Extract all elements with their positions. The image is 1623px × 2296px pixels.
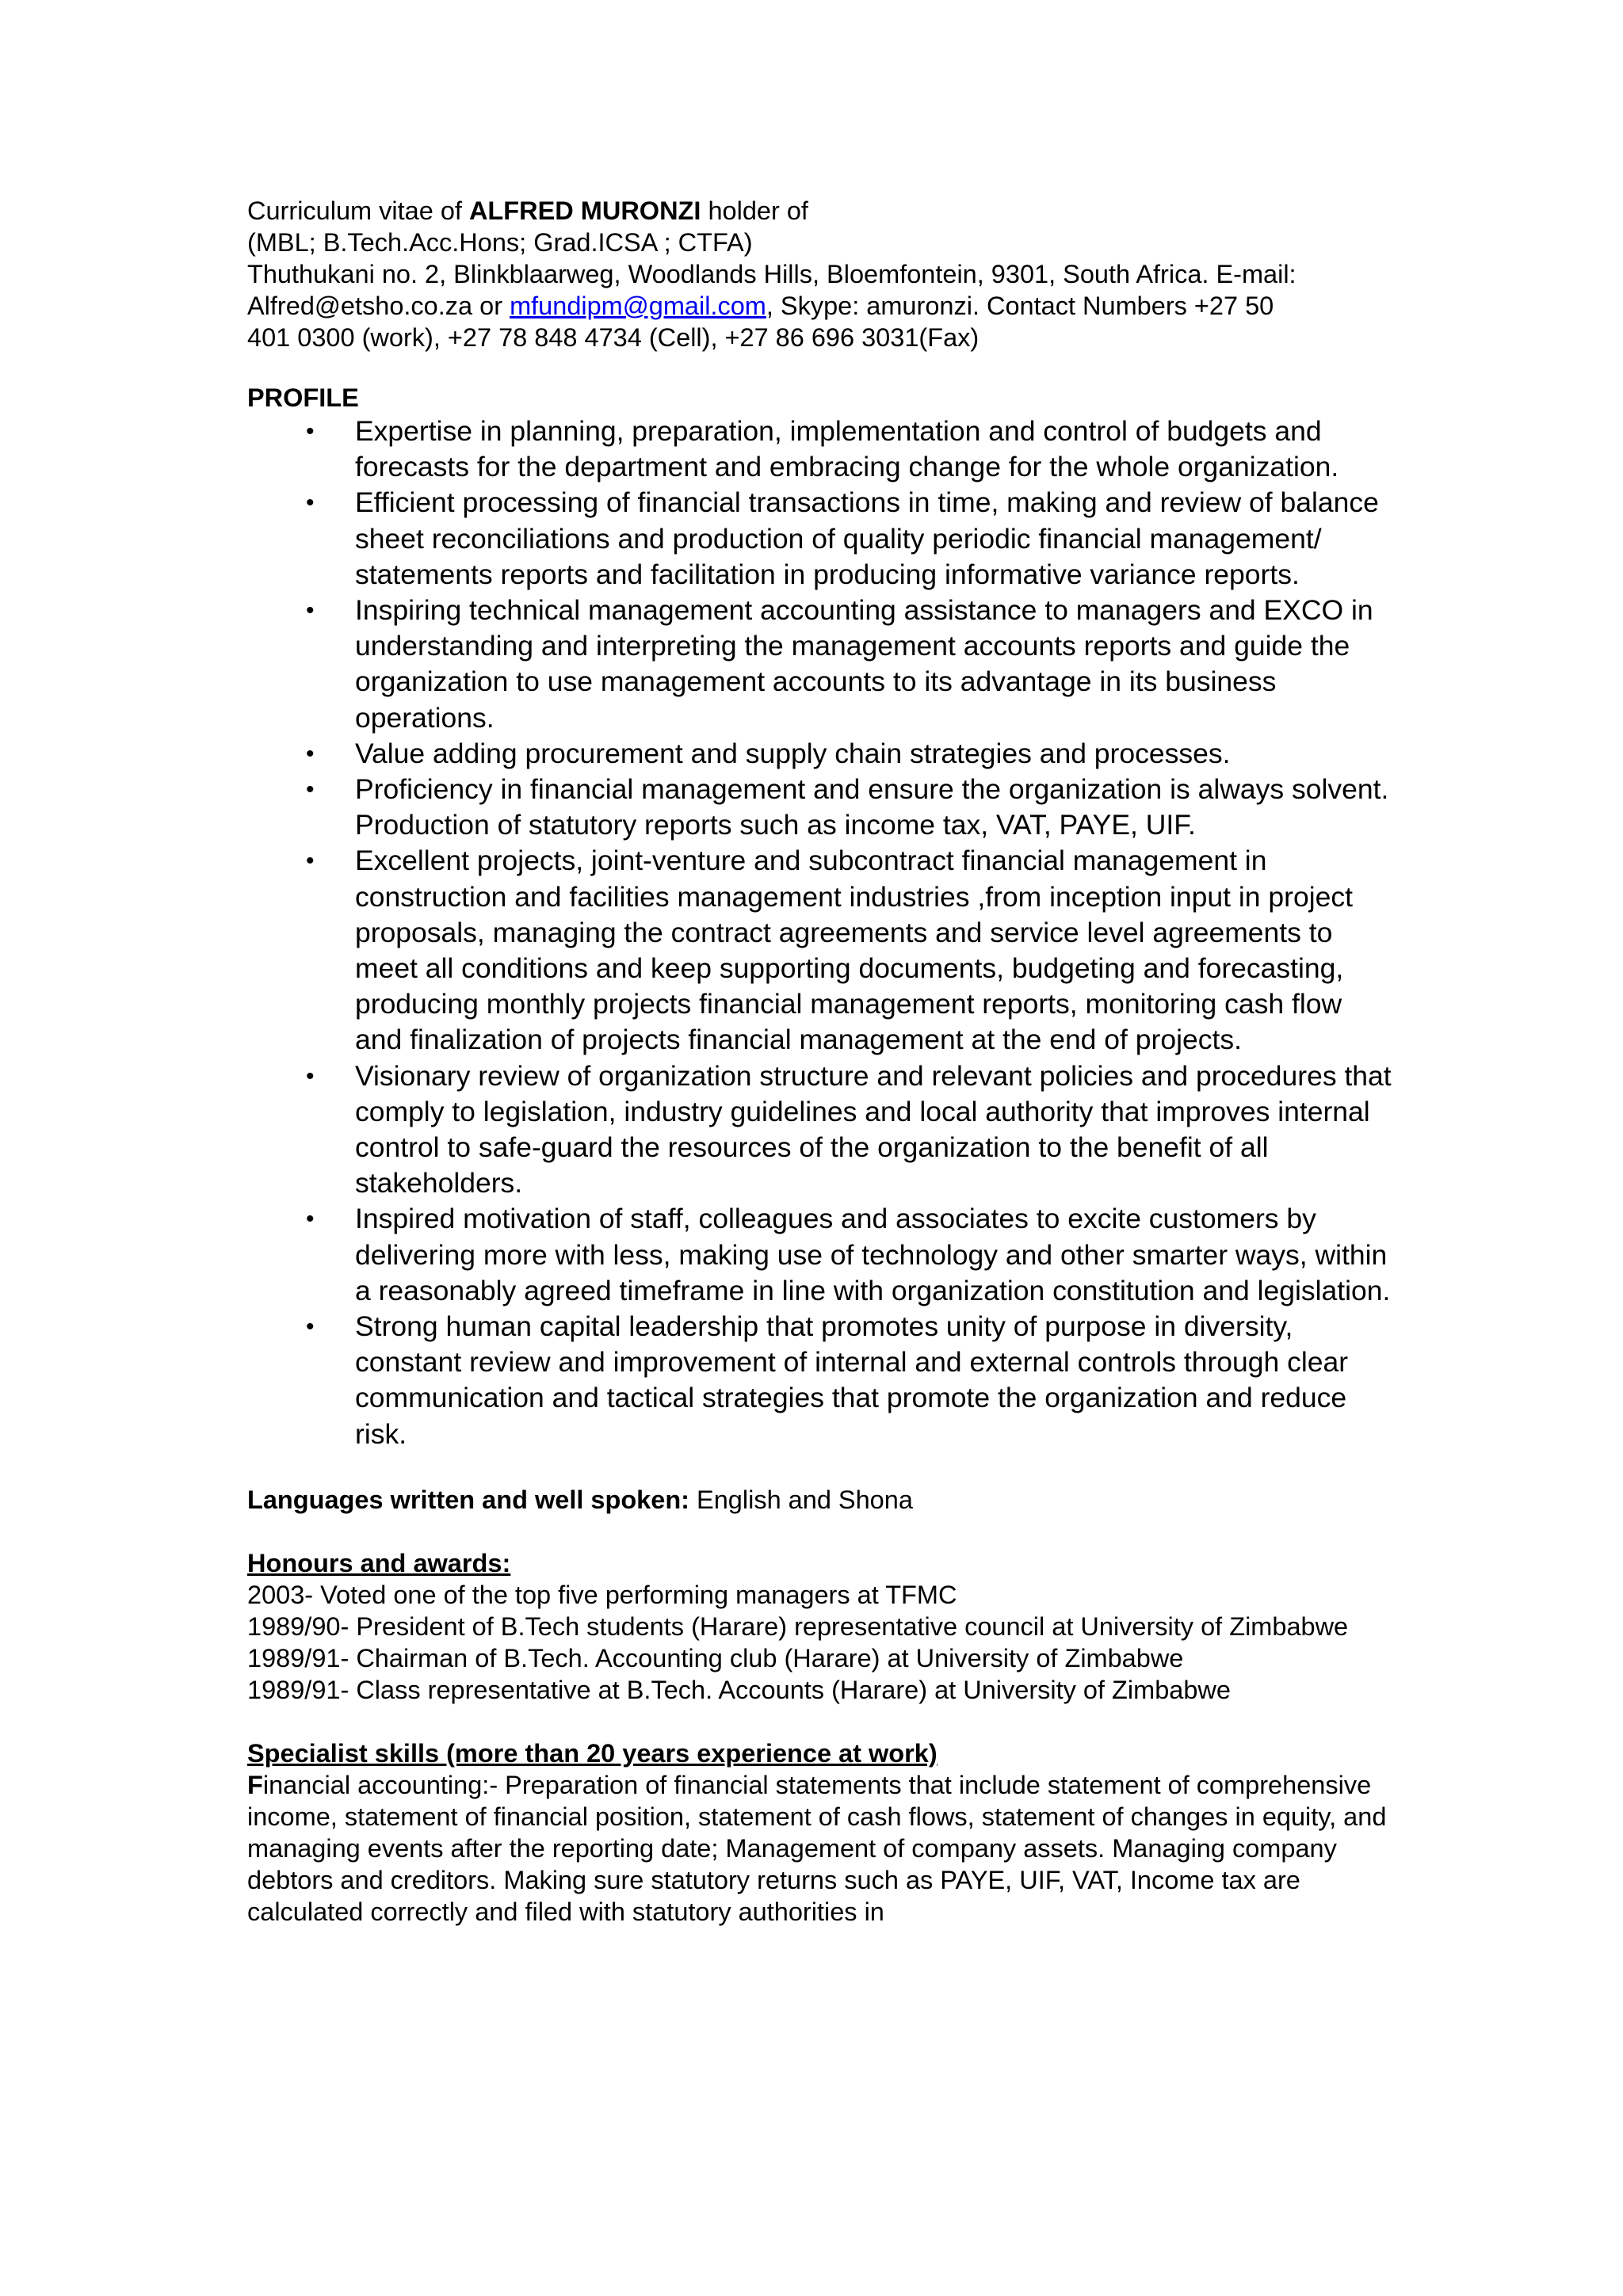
skills-title: Specialist skills (more than 20 years experience at work) <box>247 1738 938 1768</box>
honours-list <box>247 1579 1396 1706</box>
languages <box>247 1484 1396 1516</box>
honours-item: 1989/91- Class representative at B.Tech. Accounts (Harare) at University of Zimbabwe <box>247 1675 1231 1704</box>
cv-header <box>247 195 1396 353</box>
bullet-icon: • <box>306 1206 315 1233</box>
honours-item: 2003- Voted one of the top five performing managers at TFMC <box>247 1580 957 1609</box>
profile-item <box>247 485 1396 593</box>
profile-item-text: Value adding procurement and supply chain strategies and processes. <box>355 737 1231 769</box>
languages-value: English and Shona <box>689 1485 913 1514</box>
cv-page <box>247 195 1396 1928</box>
profile-item-text: Inspired motivation of staff, colleagues and associates to excite customers by delivering more with less, making use of technology and other smarter ways, within a reasonably agreed timeframe in line with organization constitution and legislation. <box>355 1203 1391 1306</box>
honours-section <box>247 1547 1396 1706</box>
phone-numbers: 401 0300 (work), +27 78 848 4734 (Cell), +27 86 696 3031(Fax) <box>247 323 980 352</box>
profile-item <box>247 772 1396 843</box>
profile-item <box>247 1309 1396 1452</box>
profile-item-text: Visionary review of organization structure and relevant policies and procedures that comply to legislation, industry guidelines and local authority that improves internal control to safe-guard the resources of the organization to the benefit of all stakeholders. <box>355 1059 1392 1199</box>
header-line-1 <box>247 195 1396 227</box>
skills-body: inancial accounting:- Preparation of financial statements that include statement of comprehensive income, statement of financial position, statement of cash flows, statement of changes in equity, and managing events after the reporting date; Management of company assets. Managing company debtors and creditors. Making sure statutory returns such as PAYE, UIF, VAT, Income tax are calculated correctly and filed with statutory authorities in <box>247 1770 1387 1926</box>
candidate-name: ALFRED MURONZI <box>468 196 701 225</box>
skills-section <box>247 1737 1396 1928</box>
honours-item: 1989/90- President of B.Tech students (Harare) representative council at University of Zimbabwe <box>247 1611 1349 1641</box>
profile-item <box>247 414 1396 485</box>
contact-rest: , Skype: amuronzi. Contact Numbers +27 50 <box>766 292 1274 320</box>
profile-list <box>247 414 1396 1452</box>
qualifications: (MBL; B.Tech.Acc.Hons; Grad.ICSA ; CTFA) <box>247 228 753 257</box>
address: Thuthukani no. 2, Blinkblaarweg, Woodlands Hills, Bloemfontein, 9301, South Africa. E-mail: <box>247 260 1296 288</box>
email-primary: Alfred@etsho.co.za or <box>247 292 510 320</box>
profile-item-text: Excellent projects, joint-venture and subcontract financial management in construction and facilities management industries ,from inception input in project proposals, managing the contract agreements and service level agreements to meet all conditions and keep supporting documents, budgeting and forecasting, producing monthly projects financial management reports, monitoring cash flow and finalization of projects financial management at the end of projects. <box>355 845 1353 1056</box>
profile-item-text: Expertise in planning, preparation, implementation and control of budgets and forecasts for the department and embracing change for the whole organization. <box>355 415 1339 483</box>
bullet-icon: • <box>306 1062 315 1089</box>
bullet-icon: • <box>306 597 315 624</box>
profile-item <box>247 843 1396 1058</box>
profile-title: PROFILE <box>247 383 359 412</box>
bullet-icon: • <box>306 1314 315 1341</box>
skills-paragraph <box>247 1769 1396 1928</box>
honours-title: Honours and awards: <box>247 1548 511 1577</box>
header-prefix: Curriculum vitae of <box>247 196 469 225</box>
header-suffix: holder of <box>701 196 808 225</box>
profile-item <box>247 1201 1396 1309</box>
bullet-icon: • <box>306 740 315 767</box>
bullet-icon: • <box>306 490 315 517</box>
contact-line <box>247 290 1396 322</box>
profile-item <box>247 593 1396 736</box>
email-link[interactable]: mfundipm@gmail.com <box>510 292 766 320</box>
bullet-icon: • <box>306 848 315 875</box>
profile-item-text: Proficiency in financial management and ensure the organization is always solvent. Production of statutory reports such as income tax, VAT, PAYE, UIF. <box>355 773 1389 841</box>
profile-item-text: Strong human capital leadership that promotes unity of purpose in diversity, constant review and improvement of internal and external controls through clear communication and tactical strategies that promote the organization and reduce risk. <box>355 1310 1349 1450</box>
skills-lead-letter: F <box>247 1770 263 1799</box>
profile-item-text: Inspiring technical management accounting assistance to managers and EXCO in understanding and interpreting the management accounts reports and guide the organization to use management accounts to its advantage in its business operations. <box>355 594 1373 734</box>
languages-label: Languages written and well spoken: <box>247 1485 690 1514</box>
bullet-icon: • <box>306 418 315 444</box>
profile-item <box>247 736 1396 772</box>
honours-item: 1989/91- Chairman of B.Tech. Accounting club (Harare) at University of Zimbabwe <box>247 1643 1184 1672</box>
bullet-icon: • <box>306 776 315 803</box>
profile-item <box>247 1058 1396 1202</box>
profile-item-text: Efficient processing of financial transactions in time, making and review of balance sheet reconciliations and production of quality periodic financial management/ statements reports and facilitation in producing informative variance reports. <box>355 486 1379 590</box>
